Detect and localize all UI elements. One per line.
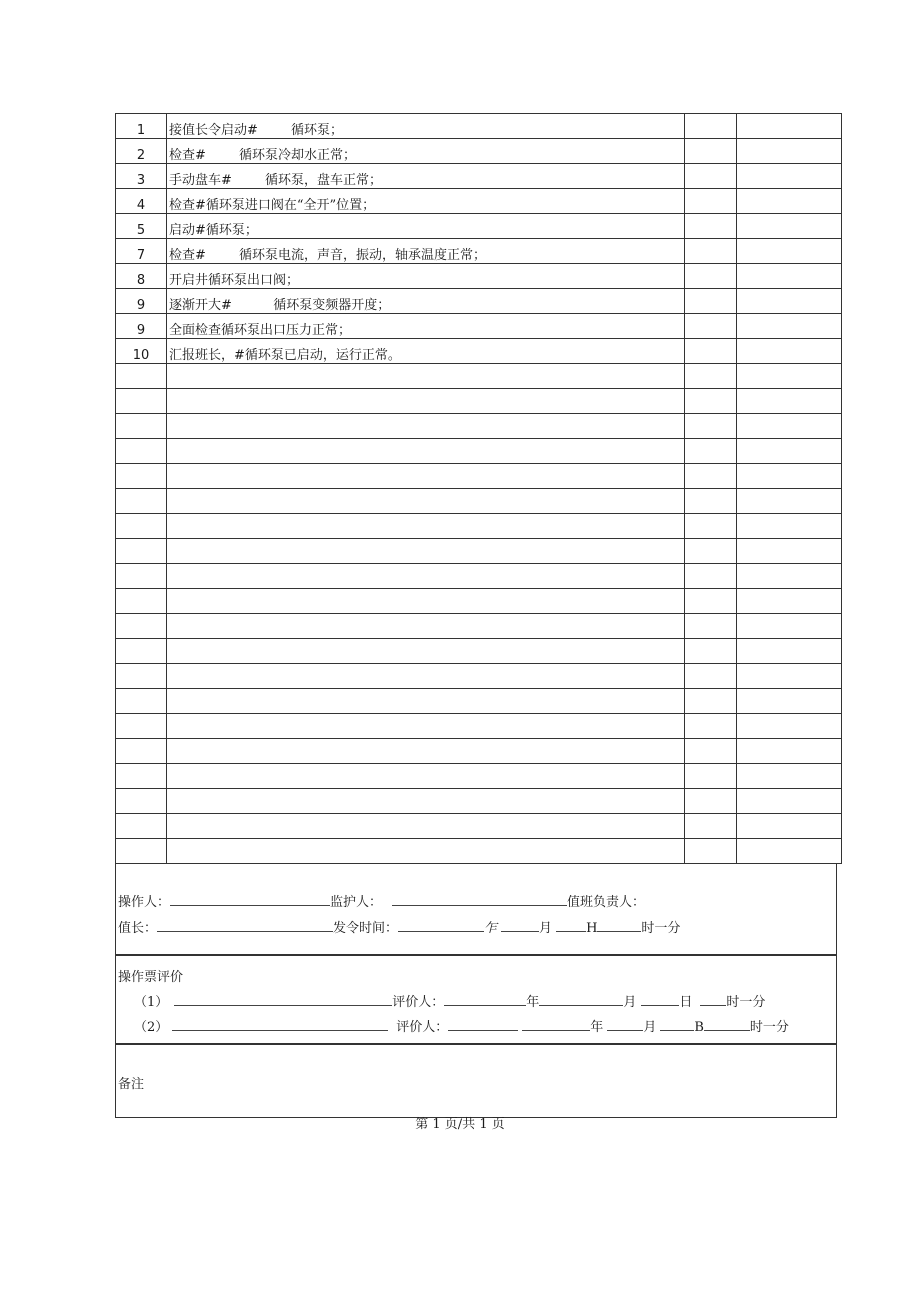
step-check-cell[interactable] [685, 239, 737, 264]
step-content-cell[interactable] [167, 439, 685, 464]
step-number-cell [116, 414, 167, 439]
evaluation-section [115, 955, 837, 1044]
step-number-cell [116, 564, 167, 589]
blank-row [116, 564, 842, 589]
step-check-cell[interactable] [685, 289, 737, 314]
step-check-cell[interactable] [685, 164, 737, 189]
chief-field[interactable] [157, 918, 333, 932]
evaluation-1-year-label: 年 [526, 995, 540, 1010]
blank-row [116, 539, 842, 564]
evaluation-1-month-field[interactable] [539, 992, 623, 1006]
step-content-cell: 全面检查循环泵出口压力正常； [167, 314, 685, 339]
step-time-cell[interactable] [737, 489, 842, 514]
step-number-cell [116, 464, 167, 489]
step-check-cell[interactable] [685, 364, 737, 389]
step-time-cell[interactable] [737, 264, 842, 289]
step-time-cell[interactable] [737, 614, 842, 639]
step-number-cell [116, 389, 167, 414]
step-time-cell[interactable] [737, 214, 842, 239]
evaluation-1-time-tail: 时一分 [726, 995, 766, 1010]
step-content-cell[interactable] [167, 664, 685, 689]
step-check-cell[interactable] [685, 539, 737, 564]
step-check-cell[interactable] [685, 464, 737, 489]
signature-section [115, 864, 837, 955]
step-time-cell[interactable] [737, 339, 842, 364]
evaluation-row-2 [134, 1016, 789, 1035]
blank-row [116, 464, 842, 489]
step-content-cell: 开启井循环泵出口阀； [167, 264, 685, 289]
step-number-cell: 8 [116, 264, 167, 289]
step-number-cell [116, 589, 167, 614]
evaluation-2-hour-field[interactable] [704, 1017, 750, 1031]
step-check-cell[interactable] [685, 389, 737, 414]
step-time-cell[interactable] [737, 139, 842, 164]
step-time-cell[interactable] [737, 164, 842, 189]
step-check-cell[interactable] [685, 514, 737, 539]
step-check-cell[interactable] [685, 339, 737, 364]
step-time-cell[interactable] [737, 814, 842, 839]
step-time-cell[interactable] [737, 114, 842, 139]
step-content-cell[interactable] [167, 839, 685, 864]
step-content-cell[interactable] [167, 489, 685, 514]
step-row [116, 339, 842, 364]
order-time-label: 发令时间： [333, 921, 399, 936]
step-time-cell[interactable] [737, 289, 842, 314]
step-time-cell[interactable] [737, 364, 842, 389]
step-number-cell [116, 364, 167, 389]
order-month-field[interactable] [501, 918, 539, 932]
step-row [116, 164, 842, 189]
operator-label: 操作人： [118, 895, 171, 910]
step-content-cell[interactable] [167, 364, 685, 389]
step-check-cell[interactable] [685, 839, 737, 864]
step-time-cell[interactable] [737, 764, 842, 789]
step-time-cell[interactable] [737, 314, 842, 339]
step-time-cell[interactable] [737, 589, 842, 614]
step-content-cell[interactable] [167, 464, 685, 489]
step-number-cell [116, 814, 167, 839]
step-number-cell [116, 714, 167, 739]
evaluation-1-content-field[interactable] [174, 992, 392, 1006]
blank-row [116, 439, 842, 464]
step-content-cell: 检查# 循环泵冷却水正常； [167, 139, 685, 164]
step-number-cell [116, 739, 167, 764]
step-time-cell[interactable] [737, 739, 842, 764]
step-number-cell: 9 [116, 289, 167, 314]
step-number-cell [116, 839, 167, 864]
step-content-cell: 汇报班长，#循环泵已启动，运行正常。 [167, 339, 685, 364]
evaluation-1-hour-field[interactable] [700, 992, 726, 1006]
order-hour-field[interactable] [597, 918, 641, 932]
step-check-cell[interactable] [685, 614, 737, 639]
step-time-cell[interactable] [737, 439, 842, 464]
page-footer: 第 1 页/共 1 页 [415, 1117, 505, 1132]
evaluation-1-day-field[interactable] [641, 992, 679, 1006]
step-time-cell[interactable] [737, 564, 842, 589]
step-number-cell: 4 [116, 189, 167, 214]
step-check-cell[interactable] [685, 214, 737, 239]
step-content-cell: 接值长令启动# 循环泵； [167, 114, 685, 139]
step-row [116, 114, 842, 139]
step-content-cell[interactable] [167, 414, 685, 439]
blank-row [116, 764, 842, 789]
order-year-label: 乍 [484, 921, 498, 936]
blank-row [116, 789, 842, 814]
step-row [116, 214, 842, 239]
step-content-cell[interactable] [167, 714, 685, 739]
step-content-cell[interactable] [167, 539, 685, 564]
step-content-cell[interactable] [167, 514, 685, 539]
step-check-cell[interactable] [685, 489, 737, 514]
step-number-cell: 7 [116, 239, 167, 264]
blank-row [116, 839, 842, 864]
step-time-cell[interactable] [737, 539, 842, 564]
step-number-cell [116, 514, 167, 539]
blank-row [116, 589, 842, 614]
blank-row [116, 614, 842, 639]
evaluation-2-month-label: 月 [643, 1020, 657, 1035]
step-check-cell[interactable] [685, 814, 737, 839]
step-number-cell: 2 [116, 139, 167, 164]
step-check-cell[interactable] [685, 789, 737, 814]
step-row [116, 239, 842, 264]
step-time-cell[interactable] [737, 789, 842, 814]
evaluation-1-evaluator-label: 评价人： [392, 995, 445, 1010]
evaluation-2-content-field[interactable] [172, 1017, 388, 1031]
step-time-cell[interactable] [737, 414, 842, 439]
step-time-cell[interactable] [737, 664, 842, 689]
step-check-cell[interactable] [685, 639, 737, 664]
step-time-cell[interactable] [737, 839, 842, 864]
order-time-tail: 时一分 [641, 921, 681, 936]
step-content-cell[interactable] [167, 739, 685, 764]
step-content-cell: 检查# 循环泵电流，声音，振动，轴承温度正常； [167, 239, 685, 264]
notes-section[interactable] [115, 1044, 837, 1118]
blank-row [116, 514, 842, 539]
evaluation-2-evaluator-label: 评价人： [396, 1020, 449, 1035]
blank-row [116, 739, 842, 764]
step-content-cell: 逐渐开大# 循环泵变频器开度； [167, 289, 685, 314]
evaluation-row-1 [134, 991, 765, 1010]
blank-row [116, 714, 842, 739]
order-day-label: H [586, 921, 598, 936]
step-content-cell: 启动#循环泵； [167, 214, 685, 239]
steps-table [115, 113, 842, 864]
evaluation-2-month-field[interactable] [607, 1017, 643, 1031]
step-check-cell[interactable] [685, 739, 737, 764]
step-row [116, 264, 842, 289]
step-number-cell: 1 [116, 114, 167, 139]
step-content-cell[interactable] [167, 689, 685, 714]
chief-label: 值长： [118, 921, 158, 936]
step-content-cell[interactable] [167, 614, 685, 639]
step-number-cell [116, 639, 167, 664]
evaluation-1-index: （1） [134, 995, 169, 1010]
evaluation-1-month-label: 月 [623, 995, 637, 1010]
step-time-cell[interactable] [737, 689, 842, 714]
blank-row [116, 664, 842, 689]
step-number-cell: 10 [116, 339, 167, 364]
step-content-cell: 检查#循环泵进口阀在“全开”位置； [167, 189, 685, 214]
evaluation-2-year-label: 年 [590, 1020, 604, 1035]
blank-row [116, 814, 842, 839]
step-check-cell[interactable] [685, 714, 737, 739]
guardian-label: 监护人： [330, 895, 383, 910]
step-check-cell[interactable] [685, 139, 737, 164]
guardian-field[interactable] [392, 892, 567, 906]
evaluation-2-day-label: B [694, 1020, 704, 1035]
step-check-cell[interactable] [685, 114, 737, 139]
blank-row [116, 389, 842, 414]
step-check-cell[interactable] [685, 664, 737, 689]
blank-row [116, 489, 842, 514]
step-time-cell[interactable] [737, 714, 842, 739]
evaluation-1-year-field[interactable] [444, 992, 526, 1006]
step-number-cell [116, 439, 167, 464]
evaluation-1-day-label: 日 [679, 995, 693, 1010]
step-content-cell[interactable] [167, 639, 685, 664]
evaluation-2-day-field[interactable] [660, 1017, 694, 1031]
blank-row [116, 414, 842, 439]
step-check-cell[interactable] [685, 439, 737, 464]
step-time-cell[interactable] [737, 389, 842, 414]
step-time-cell[interactable] [737, 464, 842, 489]
evaluation-2-index: （2） [134, 1020, 169, 1035]
step-check-cell[interactable] [685, 264, 737, 289]
step-check-cell[interactable] [685, 314, 737, 339]
order-day-field[interactable] [556, 918, 586, 932]
step-row [116, 139, 842, 164]
step-number-cell: 9 [116, 314, 167, 339]
operator-field[interactable] [170, 892, 330, 906]
blank-row [116, 639, 842, 664]
step-number-cell [116, 764, 167, 789]
step-content-cell[interactable] [167, 564, 685, 589]
step-time-cell[interactable] [737, 639, 842, 664]
step-row [116, 189, 842, 214]
step-row [116, 289, 842, 314]
step-number-cell [116, 489, 167, 514]
order-month-label: 月 [539, 921, 553, 936]
step-check-cell[interactable] [685, 414, 737, 439]
step-content-cell[interactable] [167, 814, 685, 839]
signature-line-2 [118, 917, 680, 936]
shift-leader-label: 值班负责人： [567, 895, 646, 910]
step-check-cell[interactable] [685, 589, 737, 614]
evaluation-2-time-tail: 时一分 [749, 1020, 789, 1035]
step-number-cell [116, 614, 167, 639]
step-number-cell [116, 664, 167, 689]
step-time-cell[interactable] [737, 239, 842, 264]
step-number-cell [116, 689, 167, 714]
operation-ticket-sheet [115, 113, 837, 1118]
step-number-cell: 5 [116, 214, 167, 239]
step-row [116, 314, 842, 339]
blank-row [116, 689, 842, 714]
step-number-cell: 3 [116, 164, 167, 189]
step-check-cell[interactable] [685, 764, 737, 789]
step-content-cell[interactable] [167, 389, 685, 414]
signature-line-1 [118, 891, 645, 910]
evaluation-2-year-field-a[interactable] [448, 1017, 518, 1031]
step-content-cell: 手动盘车# 循环泵，盘车正常； [167, 164, 685, 189]
step-content-cell[interactable] [167, 764, 685, 789]
step-time-cell[interactable] [737, 514, 842, 539]
step-number-cell [116, 789, 167, 814]
step-check-cell[interactable] [685, 564, 737, 589]
evaluation-title: 操作票评价 [118, 970, 184, 985]
blank-row [116, 364, 842, 389]
step-content-cell[interactable] [167, 589, 685, 614]
step-check-cell[interactable] [685, 689, 737, 714]
evaluation-2-year-field-b[interactable] [522, 1017, 590, 1031]
step-content-cell[interactable] [167, 789, 685, 814]
step-time-cell[interactable] [737, 189, 842, 214]
step-check-cell[interactable] [685, 189, 737, 214]
order-year-field[interactable] [398, 918, 484, 932]
notes-label: 备注 [118, 1077, 145, 1092]
step-number-cell [116, 539, 167, 564]
